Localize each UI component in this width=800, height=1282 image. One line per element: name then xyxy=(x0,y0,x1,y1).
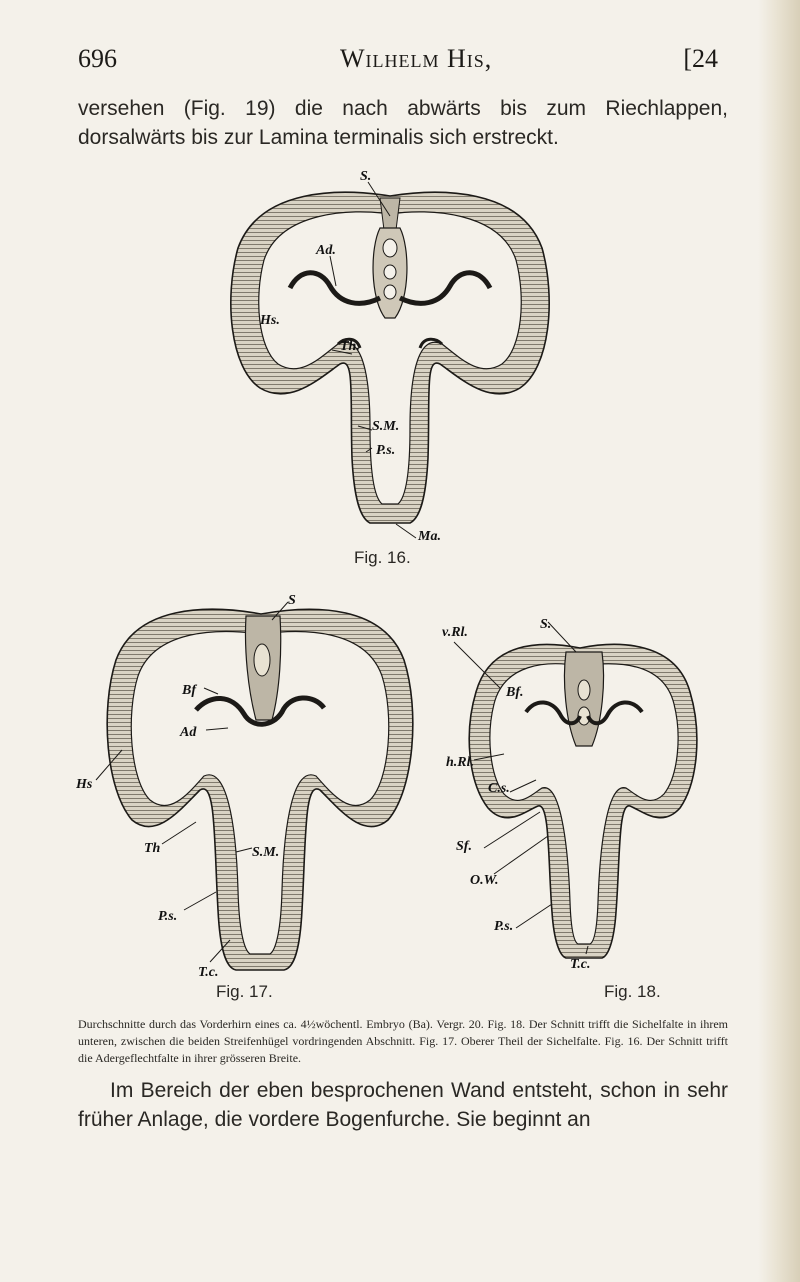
fig18-label-ps: P.s. xyxy=(494,919,514,934)
fig17-caption: Fig. 17. xyxy=(216,982,273,1001)
fig16-label-ma: Ma. xyxy=(418,529,441,544)
fig17-label-ps: P.s. xyxy=(158,909,178,924)
figure-18 xyxy=(440,612,710,974)
fig17-label-bf: Bf xyxy=(182,683,196,698)
fig18-label-bf: Bf. xyxy=(506,685,524,700)
fig16-label-sm: S.M. xyxy=(372,419,400,434)
fig18-label-s: S. xyxy=(540,617,552,632)
figure-16 xyxy=(220,168,560,548)
fig16-label-ps: P.s. xyxy=(376,443,396,458)
fig16-label-ad: Ad. xyxy=(316,243,336,258)
figure-18-drawing xyxy=(440,612,710,974)
figure-16-drawing xyxy=(220,168,560,548)
page-edge-shadow xyxy=(758,0,800,1282)
fig18-caption: Fig. 18. xyxy=(604,982,661,1001)
fig18-label-hrl: h.Rl. xyxy=(446,755,475,770)
running-title: Wilhelm His, xyxy=(340,44,493,73)
fig17-label-th: Th xyxy=(144,841,161,856)
paragraph-top: versehen (Fig. 19) die nach abwärts bis zum Riechlappen, dorsalwärts bis zur Lamina terminalis sich erstreckt. xyxy=(78,97,728,149)
fig17-label-tc: T.c. xyxy=(198,965,219,980)
figure-caption-text: Durchschnitte durch das Vorderhirn eines ca. 4½wöchentl. Embryo (Ba). Vergr. 20. Fig. 18. Der Schnitt trifft die Sichelfalte in ihrem unteren, zwischen die beiden Streifenhügel vordringenden Abschnitt. Fig. 17. Oberer Theil der Sichelfalte. Fig. 16. Der Schnitt trifft die Adergeflechtfalte in ihrer grösseren Breite. xyxy=(78,1017,728,1065)
running-header xyxy=(78,44,718,84)
fig16-label-th: Th. xyxy=(340,339,360,354)
fig18-label-ow: O.W. xyxy=(470,873,499,888)
fig16-label-s: S. xyxy=(360,169,372,184)
figure-17-drawing xyxy=(76,590,436,980)
page-number: 696 xyxy=(78,44,117,73)
fig18-label-vrl: v.Rl. xyxy=(442,625,468,640)
fig17-label-hs: Hs xyxy=(76,777,93,792)
fig17-label-ad: Ad xyxy=(180,725,197,740)
fig18-label-sf: Sf. xyxy=(456,839,472,854)
fig18-label-cs: C.s. xyxy=(488,781,510,796)
section-mark: [24 xyxy=(683,44,718,73)
figure-17 xyxy=(76,590,436,980)
fig17-label-sm: S.M. xyxy=(252,845,280,860)
fig17-label-s: S xyxy=(288,593,296,608)
fig16-label-hs: Hs. xyxy=(260,313,280,328)
fig18-label-tc: T.c. xyxy=(570,957,591,972)
fig16-caption: Fig. 16. xyxy=(354,548,411,567)
paragraph-bottom: Im Bereich der eben besprochenen Wand entsteht, schon in sehr früher Anlage, die vordere Bogenfurche. Sie beginnt an xyxy=(78,1079,728,1131)
